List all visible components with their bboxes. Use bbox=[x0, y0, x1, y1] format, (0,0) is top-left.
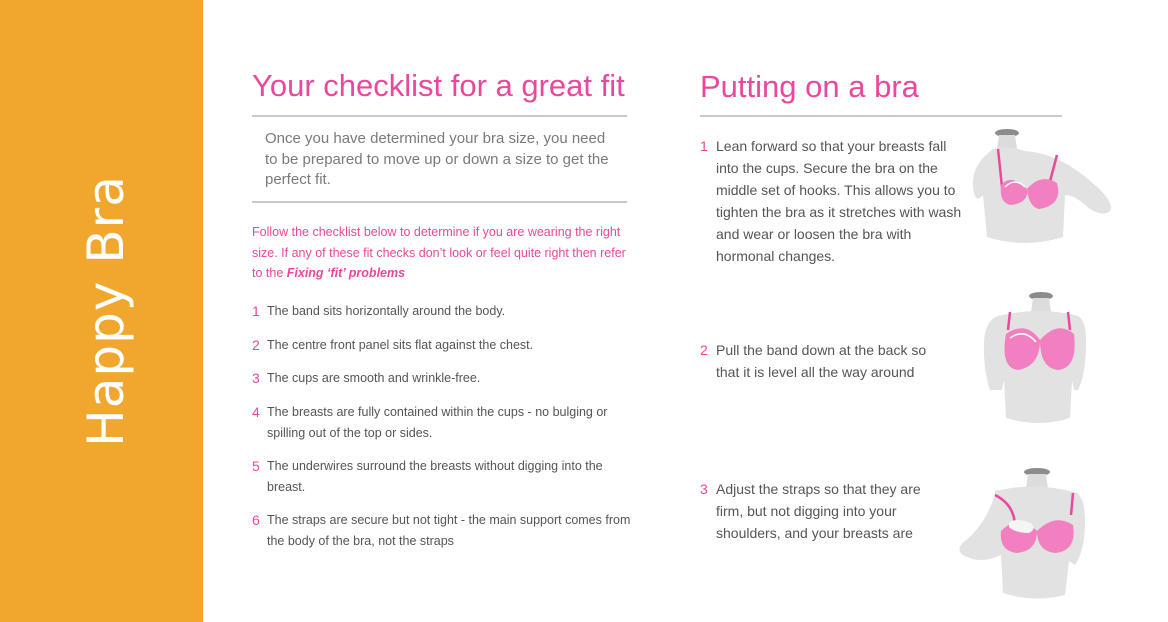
follow-text: Follow the checklist below to determine if you are wearing the right size. If any of these fit checks don’t look or feel quite right then refer to the bbox=[252, 225, 626, 280]
lean-forward-illustration bbox=[965, 125, 1120, 250]
item-number: 3 bbox=[252, 370, 260, 386]
item-text: The breasts are fully contained within the cups - no bulging or spilling out of the top or sides. bbox=[267, 405, 608, 440]
step-number: 2 bbox=[700, 342, 708, 358]
item-number: 6 bbox=[252, 512, 260, 528]
step-item bbox=[700, 339, 950, 383]
item-number: 4 bbox=[252, 404, 260, 420]
step-text: Pull the band down at the back so that it is level all the way around bbox=[716, 342, 927, 380]
step-item bbox=[700, 135, 965, 267]
item-number: 2 bbox=[252, 337, 260, 353]
item-number: 5 bbox=[252, 458, 260, 474]
intro-text: Once you have determined your bra size, you need to be prepared to move up or down a size to get the perfect fit. bbox=[265, 130, 609, 188]
item-number: 1 bbox=[252, 303, 260, 319]
divider-bottom bbox=[252, 201, 627, 203]
checklist-item bbox=[252, 301, 632, 322]
item-text: The band sits horizontally around the body. bbox=[267, 304, 506, 318]
checklist-item bbox=[252, 335, 632, 356]
step-number: 1 bbox=[700, 138, 708, 154]
putting-on-title: Putting on a bra bbox=[700, 69, 919, 104]
checklist-title: Your checklist for a great fit bbox=[252, 68, 625, 103]
fixing-fit-link[interactable]: Fixing ‘fit’ problems bbox=[286, 266, 406, 280]
step-number: 3 bbox=[700, 481, 708, 497]
checklist-item bbox=[252, 368, 632, 389]
divider-top bbox=[252, 115, 627, 117]
checklist-item bbox=[252, 402, 632, 444]
pull-band-illustration bbox=[978, 290, 1088, 425]
checklist-item bbox=[252, 510, 632, 552]
step-text: Lean forward so that your breasts fall into the cups. Secure the bra on the middle set of hooks. This allows you to tighten the bra as it stretches with wash and wear or loosen the bra with hormonal changes. bbox=[716, 138, 962, 264]
divider-right bbox=[700, 115, 1062, 117]
step-item bbox=[700, 478, 940, 544]
item-text: The cups are smooth and wrinkle-free. bbox=[267, 371, 481, 385]
adjust-straps-illustration bbox=[955, 465, 1090, 600]
item-text: The straps are secure but not tight - the main support comes from the body of the bra, not the straps bbox=[267, 513, 631, 548]
checklist-item bbox=[252, 456, 632, 498]
follow-instructions bbox=[252, 222, 632, 284]
item-text: The underwires surround the breasts without digging into the breast. bbox=[267, 459, 603, 494]
sidebar bbox=[0, 0, 203, 622]
brand-title: Happy Bra bbox=[77, 175, 135, 447]
step-text: Adjust the straps so that they are firm, but not digging into your shoulders, and your breasts are bbox=[716, 481, 921, 541]
item-text: The centre front panel sits flat against the chest. bbox=[267, 338, 534, 352]
